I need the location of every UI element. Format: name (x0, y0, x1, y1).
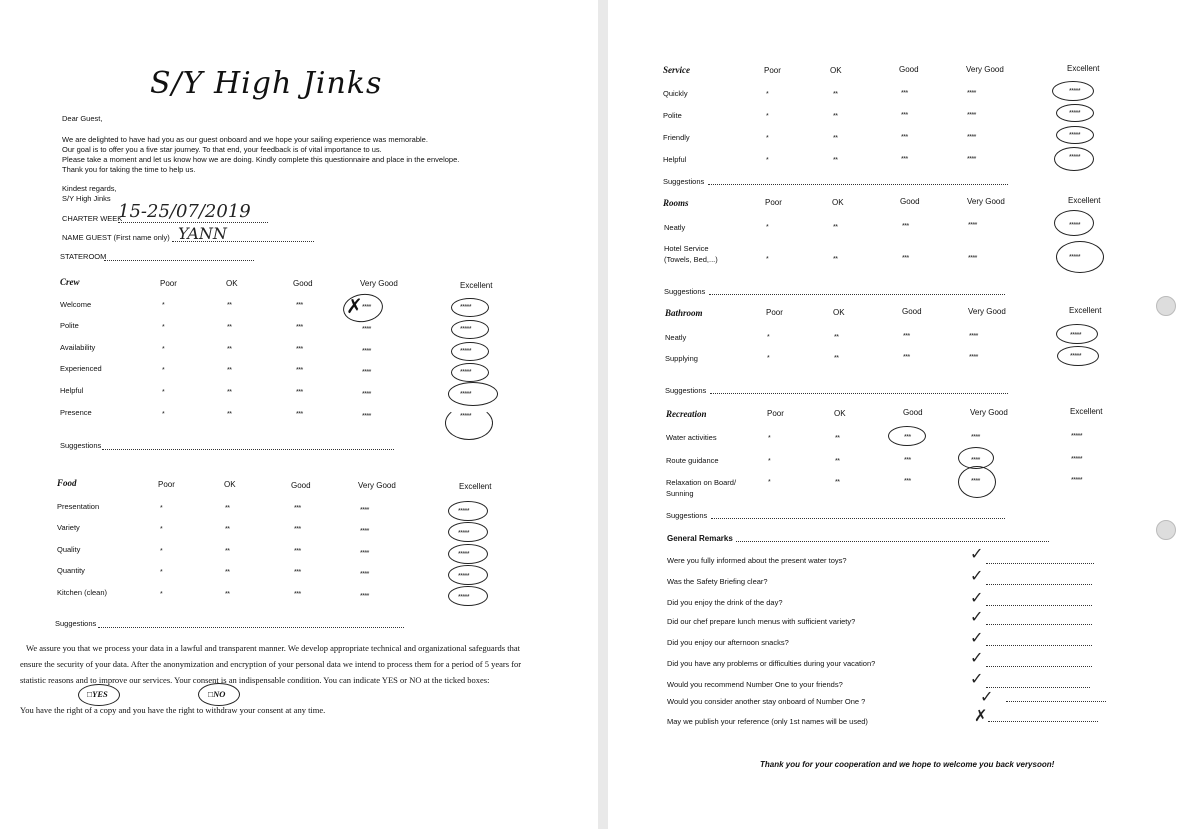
crew-row-label: Presence (60, 408, 92, 417)
header-excellent: Excellent (460, 281, 493, 290)
star-very-good[interactable]: **** (362, 326, 371, 333)
star-ok[interactable]: ** (227, 324, 232, 331)
privacy-line: statistic reasons and to improve our services. Your consent is an indispensable condition. You can indicate YES or NO at the ticked boxes: (20, 675, 490, 685)
star-good[interactable]: *** (901, 156, 908, 163)
star-good[interactable]: *** (901, 112, 908, 119)
star-ok[interactable]: ** (225, 526, 230, 533)
question-label: Did you enjoy the drink of the day? (667, 598, 783, 607)
star-good[interactable]: *** (904, 434, 911, 441)
star-poor[interactable]: * (766, 157, 769, 164)
header-ok: OK (830, 66, 842, 75)
header-ok: OK (834, 409, 846, 418)
general-remarks-title: General Remarks (667, 534, 733, 543)
selected-excellent-circle (1057, 346, 1099, 366)
star-ok[interactable]: ** (227, 346, 232, 353)
star-ok[interactable]: ** (833, 256, 838, 263)
check-mark-icon: ✓ (970, 669, 984, 688)
star-ok[interactable]: ** (227, 411, 232, 418)
star-very-good[interactable]: **** (971, 478, 980, 485)
star-good[interactable]: *** (294, 505, 301, 512)
bathroom-row-label: Supplying (665, 354, 698, 363)
star-ok[interactable]: ** (227, 302, 232, 309)
question-label: Did our chef prepare lunch menus with sufficient variety? (667, 617, 856, 626)
suggestions-line[interactable] (711, 518, 1005, 519)
star-good[interactable]: *** (296, 302, 303, 309)
header-excellent: Excellent (1067, 64, 1100, 73)
header-good: Good (903, 408, 923, 417)
star-good[interactable]: *** (904, 478, 911, 485)
answer-line[interactable] (986, 624, 1092, 625)
privacy-line: ensure the security of your data. After the anonymization and encryption of your personal data we intend to process them for a period of 5 years for (20, 659, 522, 669)
star-excellent[interactable]: ***** (458, 530, 470, 537)
answer-line[interactable] (1006, 701, 1106, 702)
star-good[interactable]: *** (296, 367, 303, 374)
star-poor[interactable]: * (766, 91, 769, 98)
star-poor[interactable]: * (162, 346, 165, 353)
intro-line: Our goal is to offer you a five star journey. To that end, your feedback is of vital importance to us. (62, 145, 382, 154)
answer-line[interactable] (986, 687, 1090, 688)
star-poor[interactable]: * (767, 334, 770, 341)
header-very-good: Very Good (358, 481, 396, 490)
signoff: Kindest regards, (62, 184, 117, 193)
answer-line[interactable] (986, 605, 1092, 606)
star-very-good[interactable]: **** (968, 222, 977, 229)
star-poor[interactable]: * (768, 435, 771, 442)
left-page (0, 0, 598, 829)
answer-line[interactable] (986, 666, 1092, 667)
star-poor[interactable]: * (162, 367, 165, 374)
star-poor[interactable]: * (766, 256, 769, 263)
selected-excellent-circle (1056, 104, 1094, 122)
selected-excellent-circle (448, 565, 488, 585)
suggestions-label: Suggestions (60, 441, 102, 450)
star-good[interactable]: *** (903, 354, 910, 361)
star-excellent[interactable]: ***** (1070, 353, 1082, 360)
star-ok[interactable]: ** (833, 224, 838, 231)
yes-circle (78, 684, 120, 706)
crew-section-title: Crew (60, 277, 80, 287)
header-excellent: Excellent (1068, 196, 1101, 205)
selected-excellent-circle (1054, 210, 1094, 236)
suggestions-line[interactable] (98, 627, 404, 628)
star-excellent[interactable]: ***** (1069, 222, 1081, 229)
answer-line[interactable] (988, 721, 1098, 722)
star-excellent[interactable]: ***** (1071, 433, 1083, 440)
star-poor[interactable]: * (162, 389, 165, 396)
star-ok[interactable]: ** (225, 591, 230, 598)
selected-excellent-circle (451, 342, 489, 361)
star-poor[interactable]: * (162, 324, 165, 331)
header-ok: OK (833, 308, 845, 317)
star-good[interactable]: *** (294, 591, 301, 598)
recreation-row-label: Relaxation on Board/ Sunning (666, 478, 737, 498)
recreation-section-title: Recreation (666, 409, 707, 419)
star-good[interactable]: *** (904, 457, 911, 464)
suggestions-line[interactable] (709, 294, 1005, 295)
star-good[interactable]: *** (902, 223, 909, 230)
star-poor[interactable]: * (160, 569, 163, 576)
privacy-line: We assure you that we process your data in a lawful and transparent manner. We develop appropriate technical and organizational safeguards that (26, 643, 520, 653)
selected-excellent-circle (451, 320, 489, 339)
star-very-good[interactable]: **** (360, 593, 369, 600)
check-mark-icon: ✓ (970, 648, 984, 667)
crew-row-label: Welcome (60, 300, 92, 309)
check-mark-icon: ✓ (970, 566, 984, 585)
answer-line[interactable] (986, 584, 1092, 585)
suggestions-label: Suggestions (664, 287, 706, 296)
crew-row-label: Experienced (60, 364, 102, 373)
rooms-row-label: Hotel Service (Towels, Bed,...) (664, 244, 718, 264)
greeting: Dear Guest, (62, 114, 103, 123)
star-very-good[interactable]: **** (967, 112, 976, 119)
header-very-good: Very Good (360, 279, 398, 288)
charter-week-line (118, 222, 268, 223)
recreation-row-label: Route guidance (666, 456, 719, 465)
question-label: Were you fully informed about the present water toys? (667, 556, 847, 565)
food-section-title: Food (57, 478, 77, 488)
star-poor[interactable]: * (160, 505, 163, 512)
star-excellent[interactable]: ***** (458, 573, 470, 580)
selected-excellent-circle (448, 501, 488, 521)
star-very-good[interactable]: **** (362, 304, 371, 311)
rooms-section-title: Rooms (663, 198, 689, 208)
star-very-good[interactable]: **** (360, 528, 369, 535)
header-poor: Poor (764, 66, 781, 75)
crew-row-label: Helpful (60, 386, 84, 395)
check-mark-icon: ✓ (970, 607, 984, 626)
star-poor[interactable]: * (162, 302, 165, 309)
header-very-good: Very Good (970, 408, 1008, 417)
selected-excellent-circle (448, 586, 488, 606)
selected-excellent-circle (451, 363, 489, 382)
star-ok[interactable]: ** (834, 334, 839, 341)
star-very-good[interactable]: **** (362, 391, 371, 398)
name-guest-value[interactable]: YANN (178, 224, 227, 243)
header-poor: Poor (767, 409, 784, 418)
star-poor[interactable]: * (767, 355, 770, 362)
charter-week-label: CHARTER WEEK (62, 214, 123, 223)
header-poor: Poor (160, 279, 177, 288)
star-excellent[interactable]: ***** (1070, 332, 1082, 339)
service-row-label: Polite (663, 111, 682, 120)
star-ok[interactable]: ** (225, 505, 230, 512)
star-ok[interactable]: ** (834, 355, 839, 362)
food-row-label: Variety (57, 523, 80, 532)
food-row-label: Kitchen (clean) (57, 588, 108, 597)
selected-excellent-circle (445, 406, 493, 440)
star-very-good[interactable]: **** (967, 90, 976, 97)
stateroom-line (104, 260, 254, 261)
form-title: S/Y High Jinks (150, 66, 383, 101)
star-excellent[interactable]: ***** (1069, 132, 1081, 139)
consent-no-checkbox[interactable]: □NO (208, 689, 226, 699)
star-good[interactable]: *** (296, 411, 303, 418)
star-poor[interactable]: * (160, 548, 163, 555)
header-good: Good (900, 197, 920, 206)
star-excellent[interactable]: ***** (460, 348, 472, 355)
crew-row-label: Availability (60, 343, 96, 352)
crew-row-label: Polite (60, 321, 79, 330)
header-ok: OK (226, 279, 238, 288)
star-excellent[interactable]: ***** (1069, 110, 1081, 117)
signoff-name: S/Y High Jinks (62, 194, 111, 203)
header-ok: OK (832, 198, 844, 207)
answer-line[interactable] (986, 645, 1092, 646)
header-very-good: Very Good (967, 197, 1005, 206)
suggestions-line[interactable] (708, 184, 1008, 185)
star-ok[interactable]: ** (225, 548, 230, 555)
stateroom-label: STATEROOM (60, 252, 107, 261)
star-excellent[interactable]: ***** (1071, 456, 1083, 463)
header-good: Good (899, 65, 919, 74)
food-row-label: Quantity (57, 566, 85, 575)
header-good: Good (902, 307, 922, 316)
general-remarks-line[interactable] (736, 541, 1049, 542)
suggestions-label: Suggestions (666, 511, 708, 520)
check-mark-icon: ✓ (970, 628, 984, 647)
star-very-good[interactable]: **** (969, 333, 978, 340)
star-excellent[interactable]: ***** (460, 369, 472, 376)
charter-week-value[interactable]: 15-25/07/2019 (118, 201, 251, 222)
name-guest-label: NAME GUEST (First name only) (62, 233, 170, 242)
header-excellent: Excellent (1070, 407, 1103, 416)
food-row-label: Presentation (57, 502, 100, 511)
star-poor[interactable]: * (766, 113, 769, 120)
star-ok[interactable]: ** (833, 157, 838, 164)
star-excellent[interactable]: ***** (458, 551, 470, 558)
suggestions-line[interactable] (102, 449, 394, 450)
intro-line: We are delighted to have had you as our guest onboard and we hope your sailing experience was memorable. (62, 135, 428, 144)
header-poor: Poor (766, 308, 783, 317)
thank-you-note: Thank you for your cooperation and we hope to welcome you back verysoon! (760, 760, 1055, 769)
star-ok[interactable]: ** (227, 389, 232, 396)
copy-right-notice: You have the right of a copy and you have the right to withdraw your consent at any time. (20, 705, 326, 715)
star-good[interactable]: *** (901, 134, 908, 141)
question-label: Was the Safety Briefing clear? (667, 577, 768, 586)
star-excellent[interactable]: ***** (460, 391, 472, 398)
service-row-label: Friendly (663, 133, 690, 142)
header-ok: OK (224, 480, 236, 489)
star-ok[interactable]: ** (833, 91, 838, 98)
star-poor[interactable]: * (766, 224, 769, 231)
star-good[interactable]: *** (903, 333, 910, 340)
suggestions-label: Suggestions (665, 386, 707, 395)
star-poor[interactable]: * (160, 526, 163, 533)
star-excellent[interactable]: ***** (1069, 254, 1081, 261)
star-poor[interactable]: * (160, 591, 163, 598)
selected-good-circle (888, 426, 926, 446)
suggestions-line[interactable] (710, 393, 1008, 394)
selected-excellent-circle (1056, 241, 1104, 273)
selected-excellent-circle (1056, 126, 1094, 144)
check-mark-icon: ✓ (970, 544, 984, 563)
star-very-good[interactable]: **** (967, 156, 976, 163)
star-good[interactable]: *** (296, 324, 303, 331)
star-good[interactable]: *** (294, 548, 301, 555)
star-excellent[interactable]: ***** (1069, 154, 1081, 161)
service-section-title: Service (663, 65, 690, 75)
header-good: Good (293, 279, 313, 288)
service-row-label: Helpful (663, 155, 687, 164)
selected-excellent-circle (448, 382, 498, 406)
right-page (608, 0, 1200, 829)
question-label: Would you recommend Number One to your friends? (667, 680, 843, 689)
bathroom-row-label: Neatly (665, 333, 687, 342)
header-very-good: Very Good (966, 65, 1004, 74)
header-excellent: Excellent (1069, 306, 1102, 315)
star-very-good[interactable]: **** (362, 348, 371, 355)
selected-excellent-circle (1054, 147, 1094, 171)
food-row-label: Quality (57, 545, 81, 554)
star-good[interactable]: *** (901, 90, 908, 97)
star-excellent[interactable]: ***** (460, 304, 472, 311)
rooms-row-label: Neatly (664, 223, 686, 232)
suggestions-label: Suggestions (55, 619, 97, 628)
selected-excellent-circle (1052, 81, 1094, 101)
cross-mark-icon: ✗ (974, 706, 988, 725)
star-ok[interactable]: ** (835, 479, 840, 486)
star-good[interactable]: *** (294, 569, 301, 576)
star-ok[interactable]: ** (835, 458, 840, 465)
star-very-good[interactable]: **** (968, 255, 977, 262)
star-ok[interactable]: ** (835, 435, 840, 442)
star-excellent[interactable]: ***** (458, 508, 470, 515)
header-very-good: Very Good (968, 307, 1006, 316)
star-poor[interactable]: * (162, 411, 165, 418)
star-good[interactable]: *** (294, 526, 301, 533)
star-very-good[interactable]: **** (971, 457, 980, 464)
selected-very-good-circle (958, 466, 996, 498)
intro-line: Thank you for taking the time to help us. (62, 165, 196, 174)
intro-line: Please take a moment and let us know how we are doing. Kindly complete this questionnaire and place in the envelope. (62, 155, 460, 164)
star-poor[interactable]: * (768, 458, 771, 465)
service-row-label: Quickly (663, 89, 688, 98)
punch-hole-icon (1156, 520, 1176, 540)
star-very-good[interactable]: **** (360, 507, 369, 514)
star-good[interactable]: *** (296, 389, 303, 396)
star-excellent[interactable]: ***** (460, 413, 472, 420)
star-very-good[interactable]: **** (360, 550, 369, 557)
star-ok[interactable]: ** (833, 113, 838, 120)
header-poor: Poor (765, 198, 782, 207)
star-excellent[interactable]: ***** (460, 326, 472, 333)
star-very-good[interactable]: **** (362, 369, 371, 376)
scribble-mark: ✗ (346, 296, 363, 318)
no-circle (198, 683, 240, 706)
star-good[interactable]: *** (902, 255, 909, 262)
header-good: Good (291, 481, 311, 490)
header-excellent: Excellent (459, 482, 492, 491)
question-label: Would you consider another stay onboard of Number One ? (667, 697, 866, 706)
star-excellent[interactable]: ***** (458, 594, 470, 601)
star-excellent[interactable]: ***** (1071, 477, 1083, 484)
check-mark-icon: ✓ (970, 588, 984, 607)
selected-excellent-circle (448, 544, 488, 564)
star-ok[interactable]: ** (833, 135, 838, 142)
question-label: Did you enjoy our afternoon snacks? (667, 638, 789, 647)
check-mark-icon: ✓ (980, 687, 994, 706)
star-poor[interactable]: * (768, 479, 771, 486)
header-poor: Poor (158, 480, 175, 489)
recreation-row-label: Water activities (666, 433, 717, 442)
suggestions-label: Suggestions (663, 177, 705, 186)
selected-excellent-circle (451, 298, 489, 317)
question-label: Did you have any problems or difficulties during your vacation? (667, 659, 876, 668)
star-very-good[interactable]: **** (967, 134, 976, 141)
star-very-good[interactable]: **** (971, 434, 980, 441)
question-label: May we publish your reference (only 1st names will be used) (667, 717, 868, 726)
star-poor[interactable]: * (766, 135, 769, 142)
star-very-good[interactable]: **** (969, 354, 978, 361)
star-very-good[interactable]: **** (360, 571, 369, 578)
punch-hole-icon (1156, 296, 1176, 316)
consent-yes-checkbox[interactable]: □YES (87, 689, 108, 699)
star-very-good[interactable]: **** (362, 413, 371, 420)
star-ok[interactable]: ** (227, 367, 232, 374)
star-excellent[interactable]: ***** (1069, 88, 1081, 95)
selected-excellent-circle (448, 522, 488, 542)
bathroom-section-title: Bathroom (665, 308, 703, 318)
star-ok[interactable]: ** (225, 569, 230, 576)
selected-excellent-circle (1056, 324, 1098, 344)
star-good[interactable]: *** (296, 346, 303, 353)
answer-line[interactable] (986, 563, 1094, 564)
